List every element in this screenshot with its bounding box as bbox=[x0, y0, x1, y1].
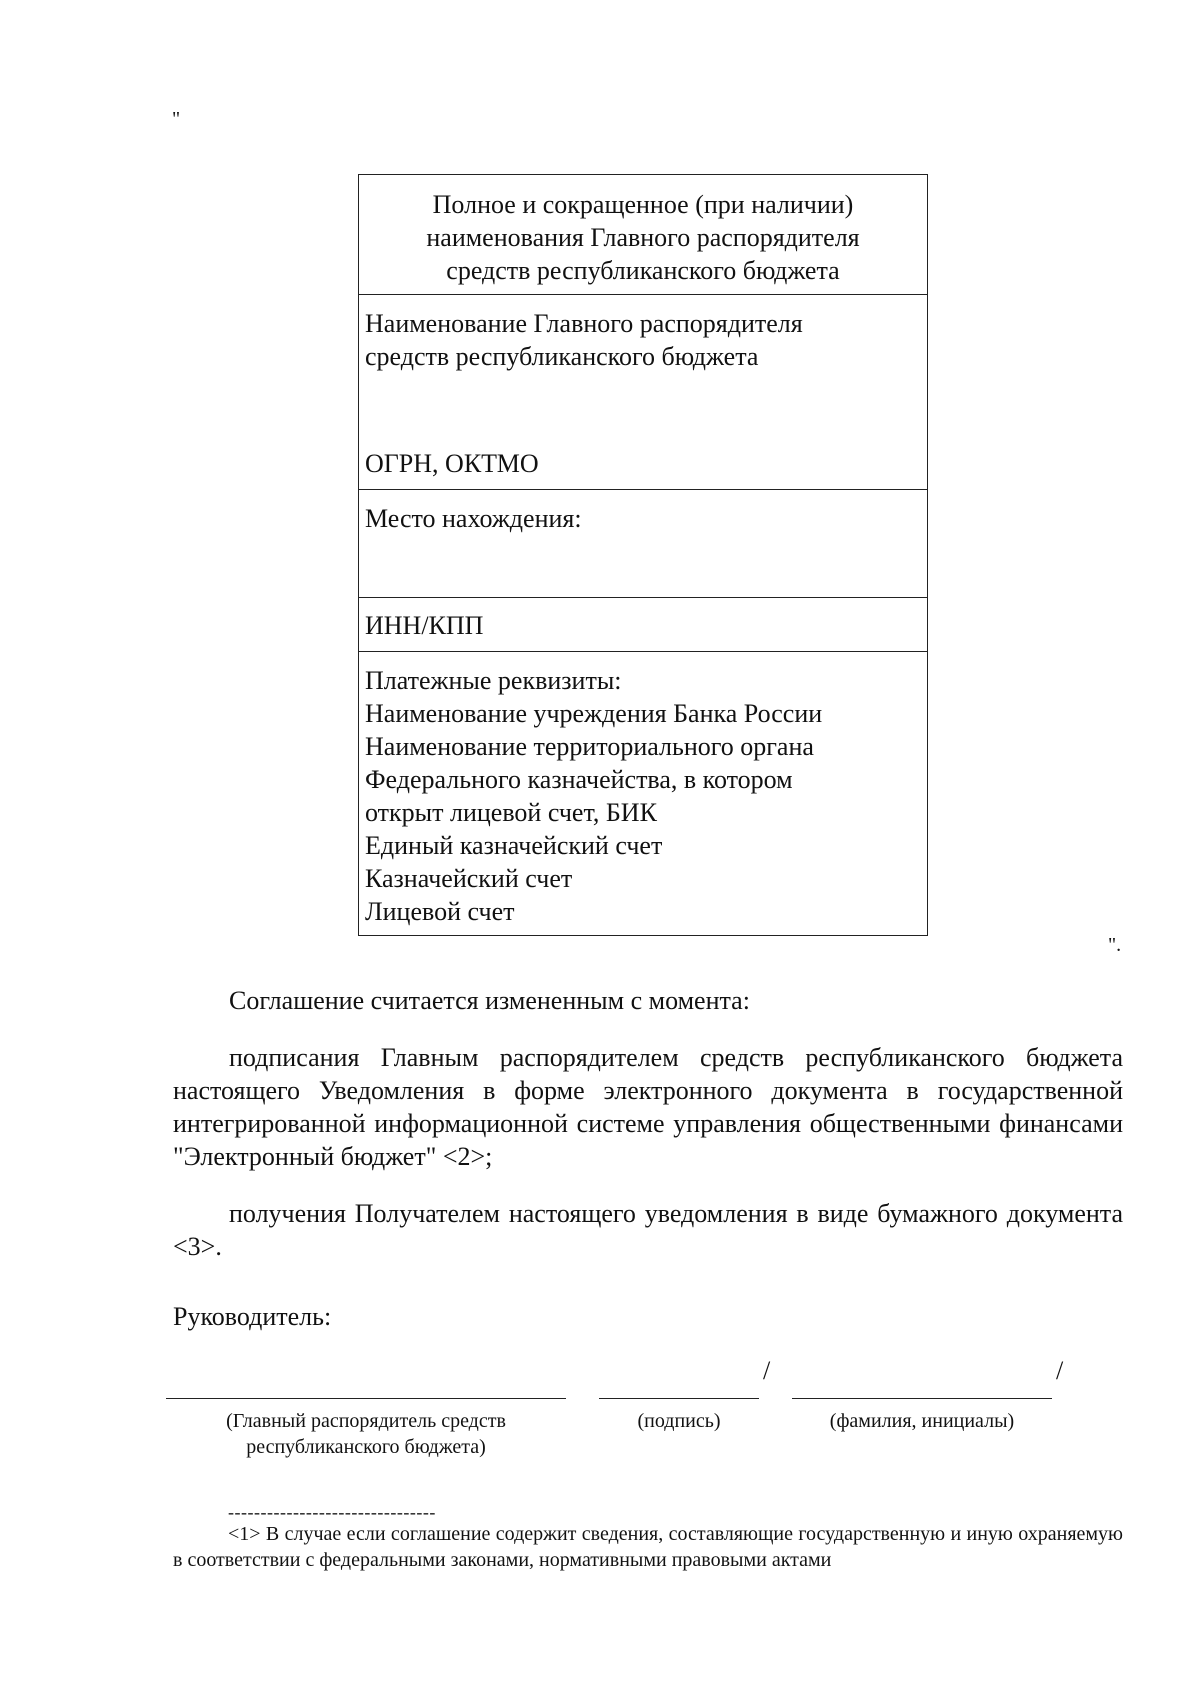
header-line: Полное и сокращенное (при наличии) bbox=[432, 190, 854, 219]
opening-quote: " bbox=[172, 108, 181, 130]
payment-line: Наименование территориального органа bbox=[365, 732, 814, 761]
footnote-1 bbox=[173, 1521, 1123, 1573]
name-line-field bbox=[792, 1398, 1052, 1399]
header-line: наименования Главного распорядителя bbox=[426, 223, 860, 252]
payment-line: Платежные реквизиты: bbox=[365, 666, 622, 695]
signature-slash: / bbox=[1056, 1356, 1064, 1385]
paragraph-receipt bbox=[173, 1197, 1123, 1263]
signature-line bbox=[599, 1398, 759, 1399]
paragraph-text: получения Получателем настоящего уведомления в виде бумажного документа <3>. bbox=[173, 1199, 1123, 1261]
paragraph-amended-from bbox=[173, 984, 1123, 1017]
inn-kpp-cell bbox=[359, 597, 927, 651]
payment-line: Наименование учреждения Банка России bbox=[365, 699, 823, 728]
paragraph-text: подписания Главным распорядителем средств республиканского бюджета настоящего Уведомления в форме электронного документа в государственной интегрированной информационной системе управления общественными финансами "Электронный бюджет" <2>; bbox=[173, 1043, 1123, 1171]
name-line: Наименование Главного распорядителя bbox=[365, 309, 803, 338]
signature-heading: Руководитель: bbox=[173, 1302, 332, 1331]
caption-full-name: (фамилия, инициалы) bbox=[829, 1410, 1015, 1432]
caption-signature: (подпись) bbox=[637, 1410, 721, 1432]
organization-line bbox=[166, 1398, 566, 1399]
location-cell bbox=[359, 489, 927, 597]
paragraph-signing bbox=[173, 1041, 1123, 1173]
header-line: средств республиканского бюджета bbox=[446, 256, 840, 285]
payment-line: Единый казначейский счет bbox=[365, 831, 663, 860]
name-cell bbox=[359, 294, 927, 489]
footnote-text: <1> В случае если соглашение содержит сведения, составляющие государственную и иную охраняемую в соответствии с федеральными законами, нормативными правовыми актами bbox=[173, 1523, 1123, 1571]
footnote-separator: -------------------------------- bbox=[228, 1502, 436, 1522]
ogrn-oktmo-label: ОГРН, ОКТМО bbox=[365, 449, 539, 478]
payment-line: Федерального казначейства, в котором bbox=[365, 765, 793, 794]
signature-slash: / bbox=[763, 1356, 771, 1385]
payment-line: Казначейский счет bbox=[365, 864, 573, 893]
name-line: средств республиканского бюджета bbox=[365, 342, 759, 371]
payment-line: открыт лицевой счет, БИК bbox=[365, 798, 657, 827]
caption-organization bbox=[166, 1408, 566, 1460]
payment-line: Лицевой счет bbox=[365, 897, 515, 926]
caption-line: (Главный распорядитель средств bbox=[226, 1410, 506, 1432]
closing-quote: ". bbox=[1108, 934, 1122, 956]
requisites-header-cell bbox=[359, 175, 927, 294]
inn-kpp-label: ИНН/КПП bbox=[365, 611, 484, 640]
requisites-table bbox=[358, 174, 928, 936]
location-label: Место нахождения: bbox=[365, 504, 582, 533]
payment-details-cell bbox=[359, 651, 927, 935]
paragraph-text: Соглашение считается измененным с момента: bbox=[229, 986, 750, 1015]
caption-line: республиканского бюджета) bbox=[246, 1436, 486, 1458]
